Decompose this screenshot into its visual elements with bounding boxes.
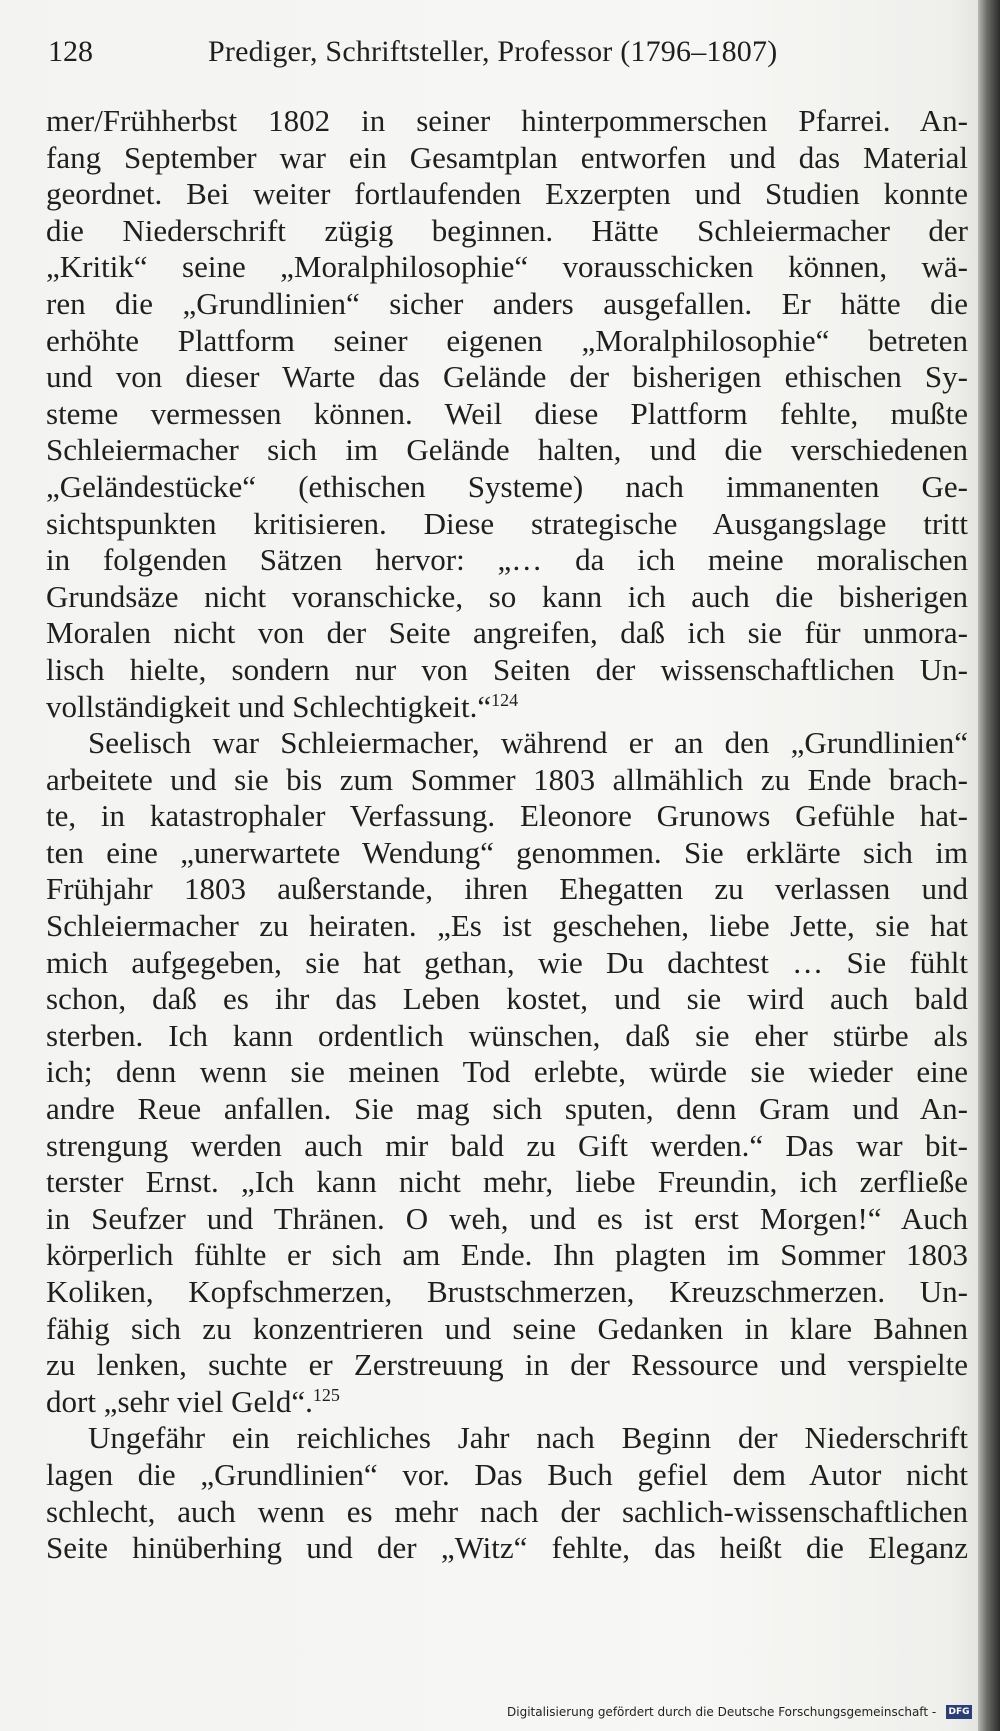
body-text [46,103,968,1567]
dfg-logo: DFG [946,1705,972,1719]
footer-text: Digitalisierung gefördert durch die Deutsche Forschungsgemeinschaft - [507,1704,937,1719]
book-spine-shadow [978,0,1000,1731]
paragraph-end-line [46,689,968,726]
text-line: Schleiermacher zu heiraten. „Es ist geschehen, liebe Jette, sie hat [46,908,968,944]
text-line: „Geländestücke“ (ethischen Systeme) nach immanenten Ge- [46,468,968,504]
text-line-content: vollständigkeit und Schlechtigkeit.“ [46,688,492,724]
text-line: ren die „Grundlinien“ sicher anders ausgefallen. Er hätte die [46,285,968,321]
text-line: Schleiermacher sich im Gelände halten, und die verschiedenen [46,432,968,468]
digitization-footer [507,1701,972,1721]
text-line: arbeitete und sie bis zum Sommer 1803 allmählich zu Ende brach- [46,761,968,797]
text-line: schon, daß es ihr das Leben kostet, und sie wird auch bald [46,981,968,1017]
text-line: Koliken, Kopfschmerzen, Brustschmerzen, Kreuzschmerzen. Un- [46,1274,968,1309]
text-line: ich; denn wenn sie meinen Tod erlebte, würde sie wieder eine [46,1054,968,1090]
text-line: sterben. Ich kann ordentlich wünschen, daß sie eher stürbe als [46,1017,968,1053]
text-line: te, in katastrophaler Verfassung. Eleonore Grunows Gefühle hat- [46,798,968,834]
paragraph-start-line: Seelisch war Schleiermacher, während er an den „Grundlinien“ [88,725,968,761]
text-line: die Niederschrift zügig beginnen. Hätte Schleiermacher der [46,212,968,248]
text-line: Seite hinüberhing und der „Witz“ fehlte, das heißt die Eleganz [46,1530,968,1566]
text-line: steme vermessen können. Weil diese Plattform fehlte, mußte [46,395,968,431]
paragraph-start-line: Ungefähr ein reichliches Jahr nach Beginn der Niederschrift [88,1420,968,1456]
text-line: fähig sich zu konzentrieren und seine Gedanken in klare Bahnen [46,1310,968,1346]
text-line: in folgenden Sätzen hervor: „… da ich meine moralischen [46,542,968,578]
text-line: „Kritik“ seine „Moralphilosophie“ vorausschicken können, wä- [46,249,968,285]
footnote-ref-125[interactable]: 125 [312,1384,340,1405]
text-line: zu lenken, suchte er Zerstreuung in der Ressource und verspielte [46,1347,968,1383]
text-line: Moralen nicht von der Seite angreifen, daß ich sie für unmora- [46,615,968,651]
footnote-ref-124[interactable]: 124 [491,689,519,710]
page-header [48,32,968,72]
text-line: Grundsäze nicht voranschicke, so kann ich auch die bisherigen [46,578,968,614]
text-line: lisch hielte, sondern nur von Seiten der wissenschaftlichen Un- [46,651,968,687]
text-line: geordnet. Bei weiter fortlaufenden Exzerpten und Studien konnte [46,176,968,212]
text-line: andre Reue anfallen. Sie mag sich sputen, denn Gram und An- [46,1091,968,1127]
text-line: in Seufzer und Thränen. O weh, und es ist erst Morgen!“ Auch [46,1200,968,1236]
text-line: fang September war ein Gesamtplan entworfen und das Material [46,139,968,175]
text-line: körperlich fühlte er sich am Ende. Ihn plagten im Sommer 1803 [46,1237,968,1273]
text-line: mich aufgegeben, sie hat gethan, wie Du dachtest … Sie fühlt [46,944,968,980]
text-line: terster Ernst. „Ich kann nicht mehr, liebe Freundin, ich zerfließe [46,1164,968,1200]
text-line: erhöhte Plattform seiner eigenen „Moralphilosophie“ betreten [46,322,968,358]
text-line: schlecht, auch wenn es mehr nach der sachlich-wissenschaftlichen [46,1493,968,1529]
text-line: strengung werden auch mir bald zu Gift werden.“ Das war bit- [46,1127,968,1163]
text-line-content: dort „sehr viel Geld“. [46,1383,313,1419]
text-line: lagen die „Grundlinien“ vor. Das Buch gefiel dem Autor nicht [46,1456,968,1492]
text-line: mer/Frühherbst 1802 in seiner hinterpommerschen Pfarrei. An- [46,103,968,138]
text-line: ten eine „unerwartete Wendung“ genommen. Sie erklärte sich im [46,834,968,870]
page-number: 128 [48,35,93,68]
text-line: Frühjahr 1803 außerstande, ihren Ehegatten zu verlassen und [46,871,968,907]
text-line: sichtspunkten kritisieren. Diese strategische Ausgangslage tritt [46,505,968,541]
running-head: Prediger, Schriftsteller, Professor (1796–1807) [208,35,778,68]
text-line: und von dieser Warte das Gelände der bisherigen ethischen Sy- [46,359,968,395]
paragraph-end-line [46,1384,968,1421]
